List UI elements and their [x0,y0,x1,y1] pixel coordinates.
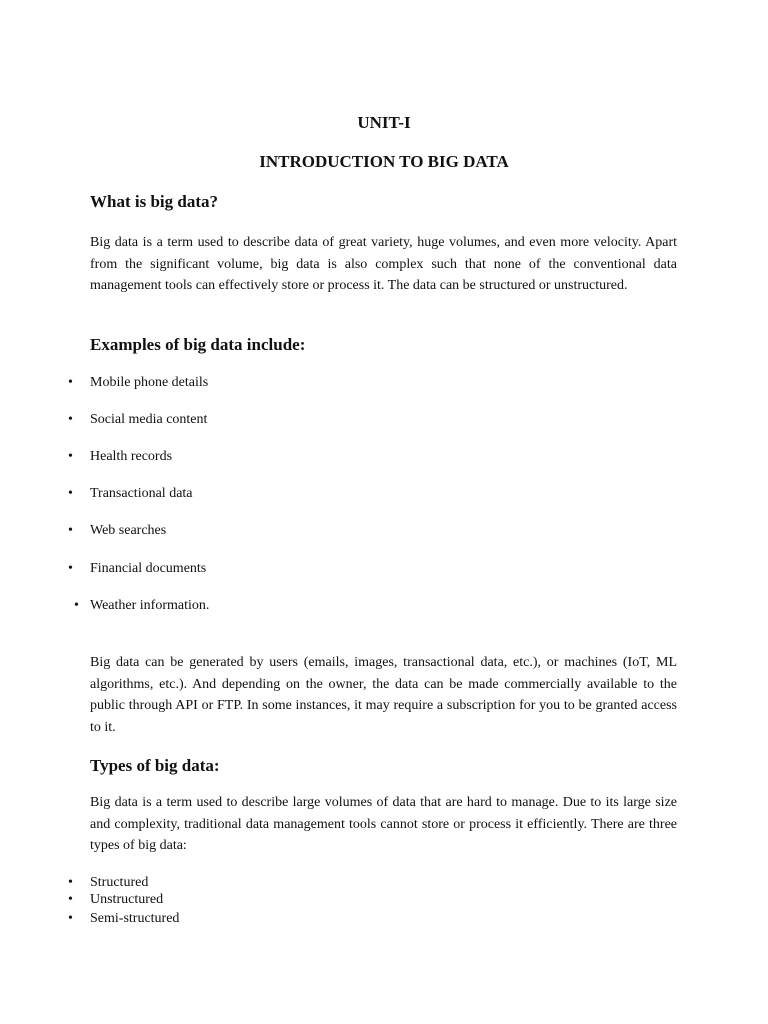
bullet-dot: • [68,561,73,576]
list-item-text: Social media content [90,412,208,427]
bullet-dot: • [68,375,73,390]
bullet-dot: • [74,598,79,613]
list-item-text: Weather information. [90,598,210,613]
list-item [68,874,149,892]
list-item [68,910,180,928]
bullet-dot: • [68,412,73,427]
list-item [68,374,209,392]
list-item-text: Structured [90,875,149,890]
list-item-text: Financial documents [90,561,207,576]
list-item [68,485,193,503]
unit-label: UNIT-I [357,113,411,132]
bullet-dot: • [68,449,73,464]
bullet-dot: • [68,523,73,538]
paragraph-types: Big data is a term used to describe large volumes of data that are hard to manage. Due to its large size and complexity, traditional data management tools cannot store or process it efficiently. There are three types of big data: [90,795,677,854]
page-title: INTRODUCTION TO BIG DATA [259,152,509,171]
list-item [68,891,164,909]
bullet-dot: • [68,486,73,501]
list-item [68,560,207,578]
list-item-text: Unstructured [90,892,164,907]
list-item-text: Semi-structured [90,911,180,926]
list-item-text: Health records [90,449,173,464]
paragraph-generation: Big data can be generated by users (emails, images, transactional data, etc.), or machines (IoT, ML algorithms, etc.). And depending on the owner, the data can be made commercially available to the public through API or FTP. In some instances, it may require a subscription for you to be granted access to it. [90,655,677,736]
heading-what-is-big-data: What is big data? [90,192,218,211]
bullet-dot: • [68,892,73,907]
heading-examples: Examples of big data include: [90,335,306,354]
list-item [68,411,208,429]
list-item [68,522,167,540]
list-item [74,597,210,615]
list-item [68,448,173,466]
heading-types-of-big-data: Types of big data: [90,756,220,775]
list-item-text: Web searches [90,523,167,538]
list-item-text: Transactional data [90,486,193,501]
bullet-dot: • [68,875,73,890]
paragraph-definition: Big data is a term used to describe data of great variety, huge volumes, and even more velocity. Apart from the significant volume, big data is also complex such that none of the conventional data management tools can effectively store or process it. The data can be structured or unstructured. [90,235,677,294]
bullet-dot: • [68,911,73,926]
list-item-text: Mobile phone details [90,375,209,390]
